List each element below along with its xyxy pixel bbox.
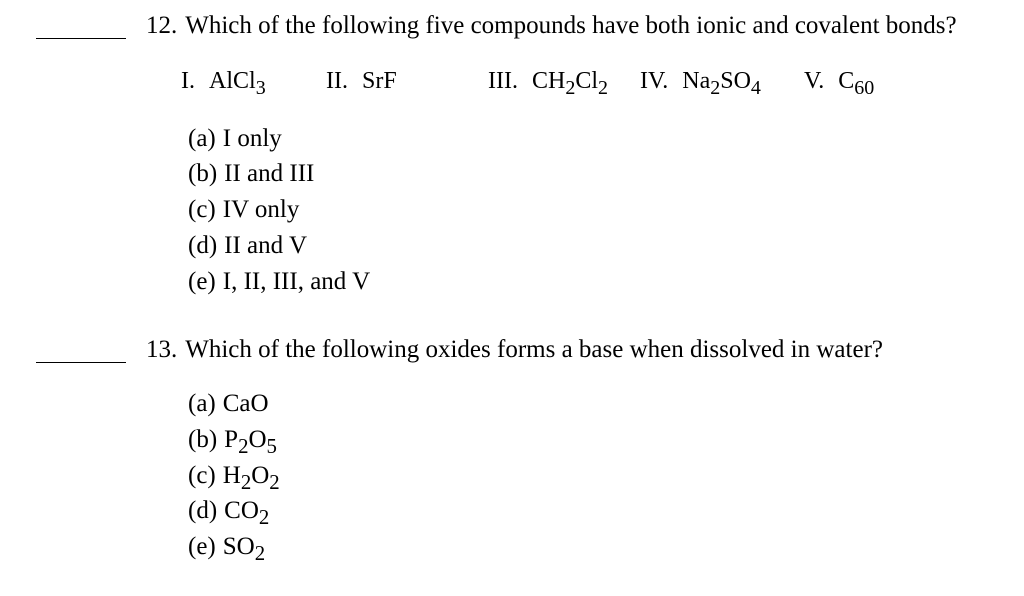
compound-numeral: IV. xyxy=(640,68,669,94)
choice-13d[interactable] xyxy=(188,496,269,532)
choice-label: (a) xyxy=(188,390,216,417)
compound-I xyxy=(181,66,266,103)
compound-formula: AlCl$_3$ xyxy=(209,68,266,99)
choice-label: (c) xyxy=(188,196,216,223)
choice-text: I, II, III, and V xyxy=(222,268,371,295)
compound-numeral: V. xyxy=(804,68,825,94)
compound-formula: $Na_2SO_4$ xyxy=(682,68,761,99)
question-13-stem xyxy=(146,335,883,365)
compound-formula: $CH_2Cl_2$ xyxy=(531,68,609,99)
compound-formula: SrF xyxy=(361,68,397,94)
choice-12e[interactable] xyxy=(188,267,370,297)
choice-label: (b) xyxy=(188,160,218,187)
choice-13b[interactable] xyxy=(188,425,277,461)
question-text: Which of the following oxides forms a base when dissolved in water? xyxy=(185,336,883,363)
choice-text: IV only xyxy=(222,196,300,223)
question-number: 12. xyxy=(146,12,178,39)
choice-12d[interactable] xyxy=(188,231,307,261)
choice-label: (c) xyxy=(188,462,216,489)
choice-text: II and III xyxy=(224,160,315,187)
compound-III xyxy=(488,66,608,103)
compound-formula: $C_{60}$ xyxy=(838,68,875,99)
question-12-stem xyxy=(146,11,957,41)
choice-text: $SO_2$ xyxy=(222,533,266,565)
compound-V xyxy=(804,66,874,103)
choice-text: $CO_2$ xyxy=(224,497,270,529)
choice-label: (a) xyxy=(188,125,216,152)
answer-blank-13[interactable] xyxy=(36,362,126,363)
question-text: Which of the following five compounds have both ionic and covalent bonds? xyxy=(185,12,957,39)
choice-text: I only xyxy=(222,125,282,152)
choice-12c[interactable] xyxy=(188,195,299,225)
choice-label: (e) xyxy=(188,268,216,295)
choice-12a[interactable] xyxy=(188,124,282,154)
choice-12b[interactable] xyxy=(188,159,314,189)
compound-numeral: III. xyxy=(488,68,518,94)
choice-13a[interactable] xyxy=(188,389,269,419)
choice-label: (d) xyxy=(188,232,218,259)
question-number: 13. xyxy=(146,336,178,363)
choice-text: II and V xyxy=(224,232,308,259)
compound-IV xyxy=(640,66,761,103)
choice-text: $P_2O_5$ xyxy=(224,426,277,458)
compound-II xyxy=(326,66,397,96)
choice-13e[interactable] xyxy=(188,532,265,568)
compound-numeral: I. xyxy=(181,68,195,94)
choice-label: (b) xyxy=(188,426,218,453)
choice-label: (e) xyxy=(188,533,216,560)
choice-text: $H_2O_2$ xyxy=(222,462,280,494)
compound-numeral: II. xyxy=(326,68,348,94)
choice-text: CaO xyxy=(222,390,269,417)
choice-13c[interactable] xyxy=(188,461,280,497)
answer-blank-12[interactable] xyxy=(36,38,126,39)
choice-label: (d) xyxy=(188,497,218,524)
